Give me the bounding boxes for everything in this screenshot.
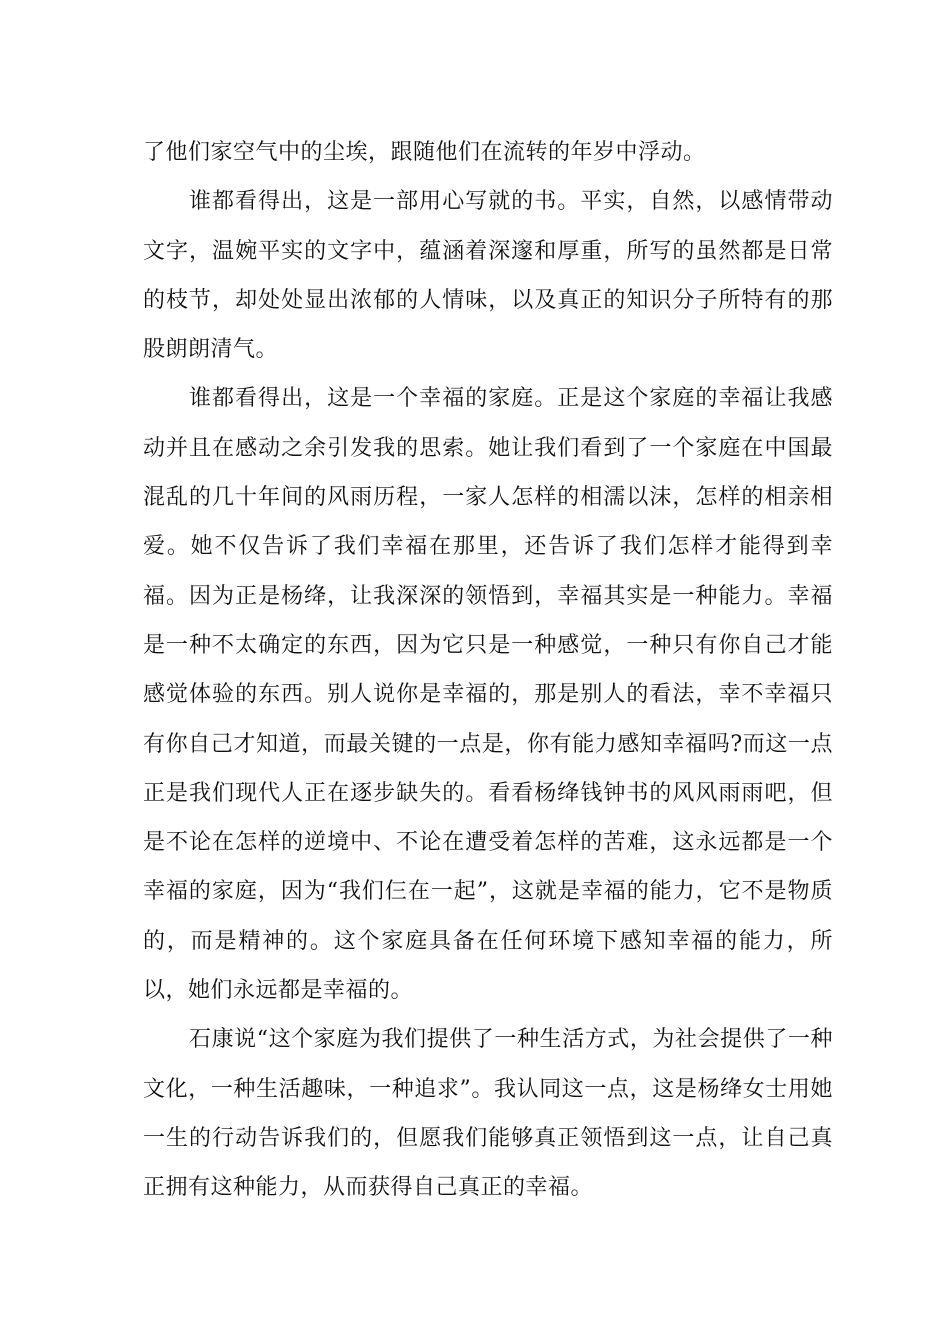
paragraph-shi-kang-quote: 石康说“这个家庭为我们提供了一种生活方式，为社会提供了一种文化，一种生活趣味，一种追求”。我认同这一点，这是杨绛女士用她一生的行动告诉我们的，但愿我们能够真正领悟到这一点，让自己真正拥有这种能力，从而获得自己真正的幸福。 bbox=[143, 1027, 833, 1201]
paragraph-book-review: 谁都看得出，这是一部用心写就的书。平实，自然，以感情带动文字，温婉平实的文字中，蕴涵着深邃和厚重，所写的虽然都是日常的枝节，却处处显出浓郁的人情味，以及真正的知识分子所特有的那股朗朗清气。 bbox=[143, 189, 833, 363]
document-body bbox=[143, 128, 833, 1213]
paragraph-happy-family: 谁都看得出，这是一个幸福的家庭。正是这个家庭的幸福让我感动并且在感动之余引发我的思索。她让我们看到了一个家庭在中国最混乱的几十年间的风雨历程，一家人怎样的相濡以沫，怎样的相亲相爱。她不仅告诉了我们幸福在那里，还告诉了我们怎样才能得到幸福。因为正是杨绛，让我深深的领悟到，幸福其实是一种能力。幸福是一种不太确定的东西，因为它只是一种感觉，一种只有你自己才能感觉体验的东西。别人说你是幸福的，那是别人的看法，幸不幸福只有你自己才知道，而最关键的一点是，你有能力感知幸福吗?而这一点正是我们现代人正在逐步缺失的。看看杨绛钱钟书的风风雨雨吧，但是不论在怎样的逆境中、不论在遭受着怎样的苦难，这永远都是一个幸福的家庭，因为“我们仨在一起”，这就是幸福的能力，它不是物质的，而是精神的。这个家庭具备在任何环境下感知幸福的能力，所以，她们永远都是幸福的。 bbox=[143, 386, 833, 1004]
paragraph-continuation: 了他们家空气中的尘埃，跟随他们在流转的年岁中浮动。 bbox=[143, 140, 706, 165]
